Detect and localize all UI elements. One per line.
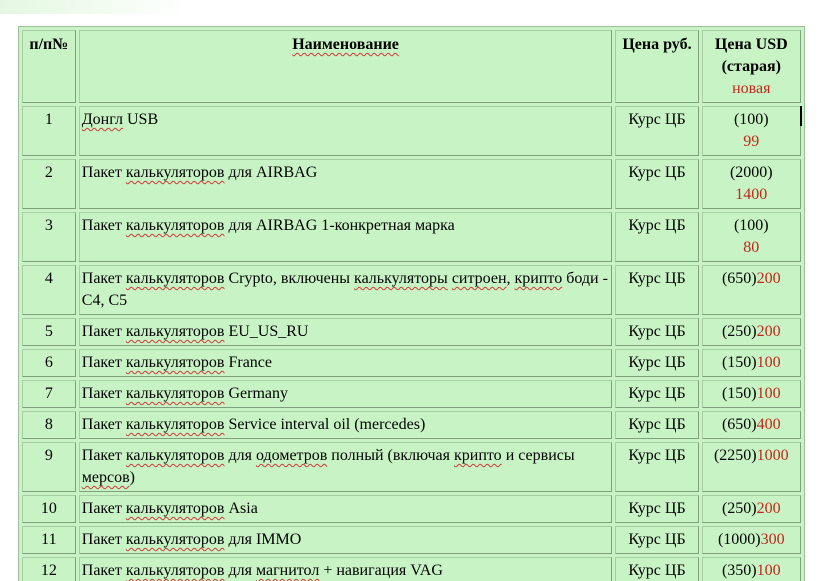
cell-price-rub: Курс ЦБ [615,318,698,346]
cell-price-usd [702,159,801,209]
cell-price-rub: Курс ЦБ [615,106,698,156]
text-cursor [800,106,802,126]
cell-price-rub: Курс ЦБ [615,495,698,523]
cell-name: Пакет калькуляторов для одометров полный (включая крипто и сервисы мерсов) [79,442,613,492]
cell-price-rub: Курс ЦБ [615,159,698,209]
price-new: 99 [743,133,760,150]
table-row [22,411,801,439]
header-row [22,30,801,103]
cell-num: 6 [22,349,76,377]
table-row [22,380,801,408]
cell-price-rub: Курс ЦБ [615,442,698,492]
table-row [22,212,801,262]
table-row [22,495,801,523]
cell-price-usd [702,442,801,492]
price-old: (2250) [713,447,757,464]
cell-name: Пакет калькуляторов Asia [79,495,613,523]
price-new: 80 [743,239,760,256]
cell-price-rub: Курс ЦБ [615,411,698,439]
cell-price-rub: Курс ЦБ [615,212,698,262]
price-new: 400 [756,416,781,433]
cell-name: Пакет калькуляторов для IMMO [79,526,613,554]
price-new: 100 [756,562,781,579]
cell-price-usd [702,495,801,523]
price-old: (2000) [729,164,773,181]
table-row [22,557,801,581]
price-new: 100 [756,385,781,402]
cell-num: 7 [22,380,76,408]
header-price-usd-new: новая [732,80,771,97]
cell-num: 10 [22,495,76,523]
price-old: (1000) [717,531,761,548]
header-price-usd [702,30,801,103]
cell-price-usd [702,380,801,408]
header-price-rub: Цена руб. [615,30,698,103]
cell-price-usd [702,212,801,262]
cell-name: Пакет калькуляторов EU_US_RU [79,318,613,346]
cell-price-rub: Курс ЦБ [615,380,698,408]
table-row [22,159,801,209]
price-new: 100 [756,354,781,371]
cell-num: 2 [22,159,76,209]
price-table [18,26,805,581]
cell-name: Пакет калькуляторов для магнитол + навигация VAG [79,557,613,581]
cell-price-usd [702,318,801,346]
price-old: (100) [733,111,769,128]
table-row [22,106,801,156]
price-old: (150) [721,354,757,371]
cell-name: Пакет калькуляторов для AIRBAG [79,159,613,209]
cell-name: Пакет калькуляторов для AIRBAG 1-конкретная марка [79,212,613,262]
table-row [22,526,801,554]
table-row [22,442,801,492]
cell-price-usd [702,106,801,156]
header-name: Наименование [79,30,613,103]
cell-price-usd [702,526,801,554]
price-new: 1000 [756,447,789,464]
cell-price-rub: Курс ЦБ [615,526,698,554]
price-new: 1400 [735,186,768,203]
price-old: (250) [721,500,757,517]
price-new: 200 [756,323,781,340]
price-new: 300 [760,531,785,548]
cell-price-usd [702,349,801,377]
table-row [22,265,801,315]
cell-num: 9 [22,442,76,492]
cell-price-rub: Курс ЦБ [615,265,698,315]
price-old: (150) [721,385,757,402]
header-price-usd-title: Цена USD [714,36,788,53]
price-old: (350) [721,562,757,579]
cell-name: Пакет калькуляторов France [79,349,613,377]
header-num: п/п№ [22,30,76,103]
cell-name: Пакет калькуляторов Service interval oil (mercedes) [79,411,613,439]
cell-num: 12 [22,557,76,581]
cell-name: Донгл USB [79,106,613,156]
price-old: (250) [721,323,757,340]
cell-price-rub: Курс ЦБ [615,557,698,581]
price-old: (100) [733,217,769,234]
top-decoration [0,0,190,14]
cell-num: 3 [22,212,76,262]
cell-price-usd [702,411,801,439]
cell-num: 11 [22,526,76,554]
price-new: 200 [756,270,781,287]
table-row [22,349,801,377]
cell-name: Пакет калькуляторов Germany [79,380,613,408]
cell-num: 4 [22,265,76,315]
price-old: (650) [721,416,757,433]
cell-price-usd [702,265,801,315]
cell-price-rub: Курс ЦБ [615,349,698,377]
cell-num: 5 [22,318,76,346]
header-price-usd-old: (старая) [721,58,781,75]
cell-price-usd [702,557,801,581]
cell-name: Пакет калькуляторов Crypto, включены калькуляторы ситроен, крипто боди - C4, C5 [79,265,613,315]
cell-num: 8 [22,411,76,439]
price-new: 200 [756,500,781,517]
cell-num: 1 [22,106,76,156]
table-row [22,318,801,346]
price-old: (650) [721,270,757,287]
